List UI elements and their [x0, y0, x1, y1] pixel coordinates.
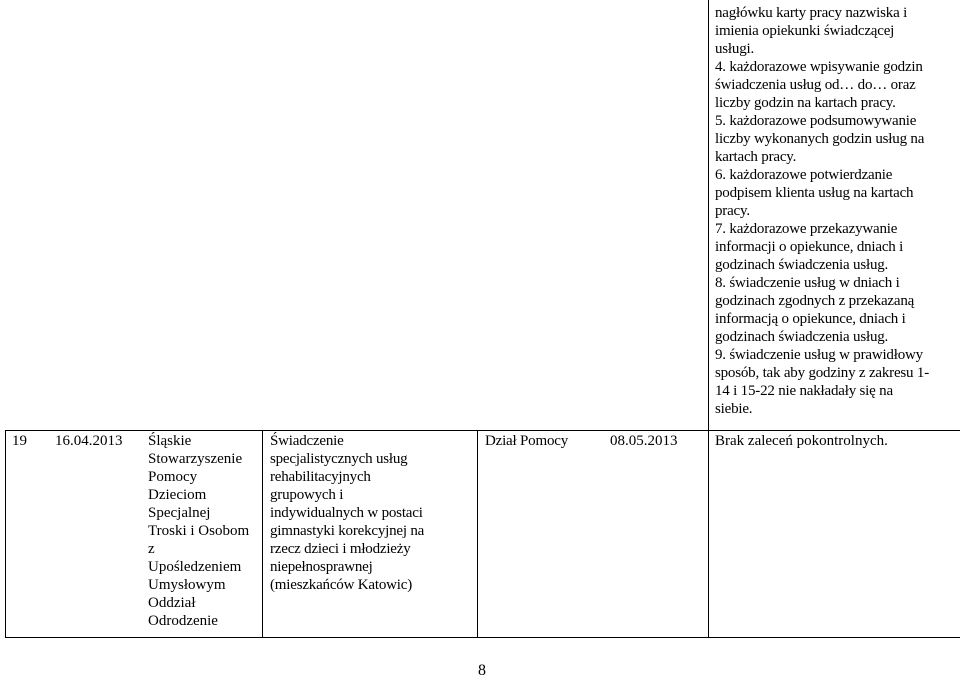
inspecting-unit: Dział Pomocy [485, 433, 569, 449]
text-line: 9. świadczenie usług w prawidłowy [715, 347, 923, 363]
recommendations: Brak zaleceń pokontrolnych. [715, 433, 888, 449]
text-line: liczby wykonanych godzin usług na [715, 131, 925, 147]
text-line: Stowarzyszenie [148, 451, 243, 467]
text-line: Troski i Osobom [148, 523, 250, 539]
text-line: godzinach świadczenia usług. [715, 329, 889, 345]
text-line: 5. każdorazowe podsumowywanie [715, 113, 917, 129]
text-line: 14 i 15-22 nie nakładały się na [715, 383, 893, 399]
text-line: 6. każdorazowe potwierdzanie [715, 167, 893, 183]
text-line: sposób, tak aby godziny z zakresu 1- [715, 365, 929, 381]
table-border-left [5, 430, 6, 637]
text-line: Śląskie [148, 433, 192, 449]
table-border-bottom [5, 637, 960, 638]
text-line: nagłówku karty pracy nazwiska i [715, 5, 908, 21]
text-line: imienia opiekunki świadczącej [715, 23, 895, 39]
text-line: Dzieciom [148, 487, 207, 503]
text-line: informacji o opiekunce, dniach i [715, 239, 904, 255]
control-date: 08.05.2013 [610, 433, 678, 449]
service-scope-cell [270, 432, 475, 594]
text-line: grupowych i [270, 487, 344, 503]
text-line: usługi. [715, 41, 755, 57]
text-line: godzinach zgodnych z przekazaną [715, 293, 915, 309]
text-line: niepełnosprawnej [270, 559, 373, 575]
text-line: podpisem klienta usług na kartach [715, 185, 914, 201]
text-line: 8. świadczenie usług w dniach i [715, 275, 900, 291]
row-divider-top [5, 430, 960, 431]
text-line: liczby godzin na kartach pracy. [715, 95, 896, 111]
text-line: Odrodzenie [148, 613, 218, 629]
page-number: 8 [478, 662, 486, 679]
continued-requirements-cell [715, 4, 957, 418]
text-line: informacją o opiekunce, dniach i [715, 311, 906, 327]
column-divider-1 [262, 430, 263, 637]
column-divider-3 [708, 0, 709, 637]
text-line: Specjalnej [148, 505, 211, 521]
entity-name-cell [148, 432, 260, 630]
text-line: indywidualnych w postaci [270, 505, 423, 521]
row-date: 16.04.2013 [55, 433, 123, 449]
text-line: rehabilitacyjnych [270, 469, 371, 485]
text-line: 4. każdorazowe wpisywanie godzin [715, 59, 923, 75]
text-line: (mieszkańców Katowic) [270, 577, 412, 593]
row-number: 19 [12, 433, 27, 449]
text-line: kartach pracy. [715, 149, 797, 165]
text-line: świadczenia usług od… do… oraz [715, 77, 916, 93]
text-line: 7. każdorazowe przekazywanie [715, 221, 898, 237]
text-line: Świadczenie [270, 433, 344, 449]
text-line: specjalistycznych usług [270, 451, 408, 467]
text-line: z [148, 541, 155, 557]
text-line: Oddział [148, 595, 196, 611]
text-line: Upośledzeniem [148, 559, 242, 575]
text-line: siebie. [715, 401, 753, 417]
text-line: godzinach świadczenia usług. [715, 257, 889, 273]
text-line: pracy. [715, 203, 750, 219]
text-line: rzecz dzieci i młodzieży [270, 541, 411, 557]
column-divider-2 [477, 430, 478, 637]
text-line: gimnastyki korekcyjnej na [270, 523, 425, 539]
text-line: Pomocy [148, 469, 198, 485]
text-line: Umysłowym [148, 577, 226, 593]
